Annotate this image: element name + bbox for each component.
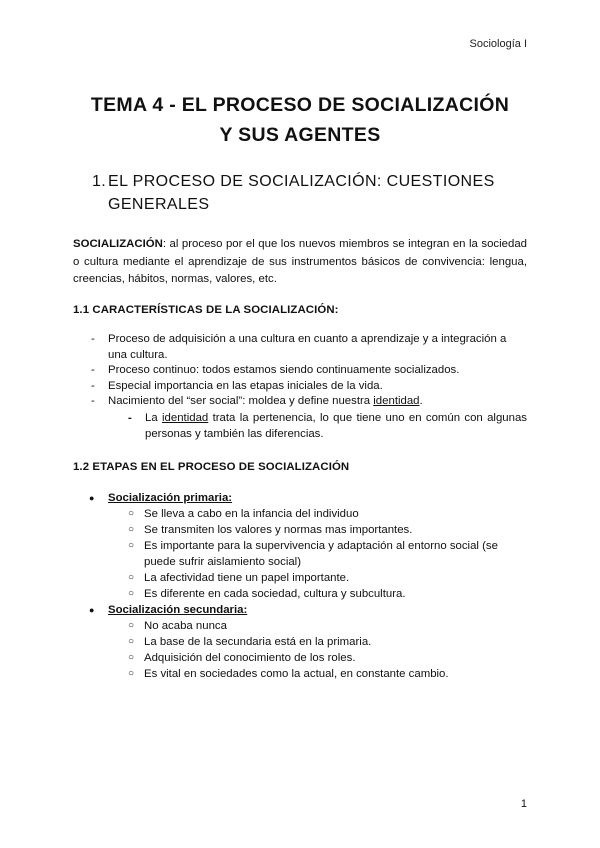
definition-paragraph <box>73 236 527 289</box>
hollow-bullet-icon: ○ <box>128 524 135 535</box>
characteristics-heading: 1.1 CARACTERÍSTICAS DE LA SOCIALIZACIÓN: <box>73 304 339 316</box>
list-item: ○ Es diferente en cada sociedad, cultura y subcultura. <box>128 588 406 600</box>
list-item: ○ No acaba nunca <box>128 620 227 632</box>
page-number: 1 <box>520 798 527 810</box>
definition-term: SOCIALIZACIÓN <box>73 238 163 250</box>
characteristics-list <box>73 332 527 442</box>
primary-socialization: ● Socialización primaria: <box>89 492 233 504</box>
hollow-bullet-icon: ○ <box>128 508 135 519</box>
list-item: ○ Es vital en sociedades como la actual, en constante cambio. <box>128 668 449 680</box>
section-heading-line-1: EL PROCESO DE SOCIALIZACIÓN: CUESTIONES <box>108 173 495 190</box>
dash-bullet: - <box>91 333 95 345</box>
hollow-bullet-icon: ○ <box>128 636 135 647</box>
identidad-underlined: identidad <box>373 395 420 408</box>
definition-text: : al proceso por el que los nuevos miembros se integran en la sociedad o cultura mediante el aprendizaje de sus instrumentos básicos de convivencia: lengua, creencias, hábitos, normas, valores, etc. <box>73 238 527 285</box>
hollow-bullet-icon: ○ <box>128 540 135 551</box>
list-item: - Especial importancia en las etapas iniciales de la vida. <box>73 379 527 395</box>
section-heading <box>92 170 524 216</box>
section-number: 1. <box>92 173 107 190</box>
stages-heading: 1.2 ETAPAS EN EL PROCESO DE SOCIALIZACIÓN <box>73 461 350 473</box>
header-course: Sociología I <box>469 38 527 50</box>
filled-bullet-icon: ● <box>89 493 95 503</box>
list-item: - Proceso continuo: todos estamos siendo continuamente socializados. <box>73 363 527 379</box>
list-item: ○ La afectividad tiene un papel importante. <box>128 572 350 584</box>
section-heading-line-2: GENERALES <box>108 196 210 213</box>
identidad-underlined: identidad <box>162 411 209 424</box>
dash-bullet: - <box>128 411 132 424</box>
hollow-bullet-icon: ○ <box>128 588 135 599</box>
hollow-bullet-icon: ○ <box>128 620 135 631</box>
dash-bullet: - <box>91 379 95 392</box>
filled-bullet-icon: ● <box>89 605 95 615</box>
list-item: - Proceso de adquisición a una cultura en cuanto a aprendizaje y a integración a una cultura. <box>91 333 507 361</box>
hollow-bullet-icon: ○ <box>128 652 135 663</box>
dash-bullet: - <box>91 395 95 408</box>
page-title <box>60 90 540 150</box>
hollow-bullet-icon: ○ <box>128 572 135 583</box>
list-item: - Nacimiento del “ser social”: moldea y define nuestra identidad. <box>73 394 527 410</box>
list-item: ○ Se lleva a cabo en la infancia del individuo <box>128 508 359 520</box>
list-item: ○ La base de la secundaria está en la primaria. <box>128 636 372 648</box>
stages-list <box>73 490 527 682</box>
title-line-2: Y SUS AGENTES <box>219 124 381 146</box>
list-item: ○ Es importante para la supervivencia y adaptación al entorno social (se puede sufrir aislamiento social) <box>128 540 498 568</box>
nested-list-item: - La identidad trata la pertenencia, lo que tiene uno en común con algunas personas y también las diferencias. <box>128 411 527 440</box>
secondary-socialization: ● Socialización secundaria: <box>89 604 248 616</box>
title-line-1: TEMA 4 - EL PROCESO DE SOCIALIZACIÓN <box>90 94 510 116</box>
list-item: ○ Adquisición del conocimiento de los roles. <box>128 652 356 664</box>
list-item: ○ Se transmiten los valores y normas mas importantes. <box>128 524 413 536</box>
hollow-bullet-icon: ○ <box>128 668 135 679</box>
dash-bullet: - <box>91 364 95 377</box>
